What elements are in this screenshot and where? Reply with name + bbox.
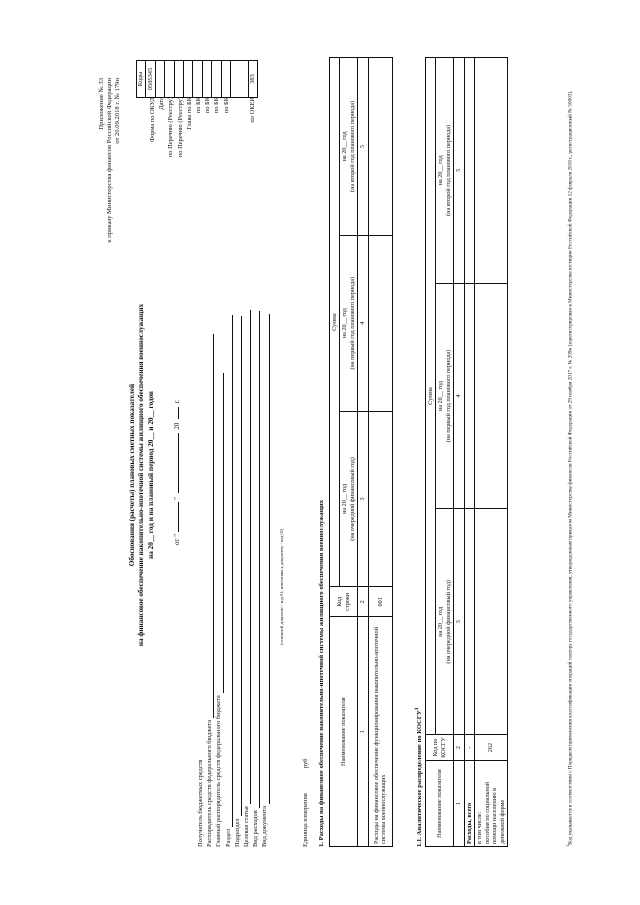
s11-header-y3 bbox=[436, 58, 454, 284]
s11-header-y1 bbox=[436, 509, 454, 735]
header-field-label: Распорядитель средств федерального бюджета bbox=[206, 719, 214, 847]
codes-cell bbox=[183, 61, 192, 98]
s1-col-number: 2 bbox=[358, 587, 368, 617]
date-suffix: г. bbox=[173, 399, 181, 404]
header-field-row bbox=[260, 310, 269, 847]
codes-cell bbox=[174, 61, 183, 98]
header-field-line bbox=[215, 373, 224, 693]
header-field-row bbox=[242, 310, 251, 847]
s11-y2-label: на 20__ год bbox=[437, 381, 445, 412]
s1-row-value-y3[interactable] bbox=[368, 58, 392, 236]
header-field-label: Получатель бюджетных средств bbox=[197, 759, 204, 847]
section-1-1-footnote-mark: 1 bbox=[414, 707, 420, 711]
s11-header-y2 bbox=[436, 283, 454, 509]
date-day-blank bbox=[171, 502, 179, 532]
s11-total-y2[interactable] bbox=[464, 283, 474, 509]
codes-cell bbox=[155, 61, 164, 98]
date-year-blank bbox=[171, 407, 179, 419]
unit-label: Единица измерения bbox=[302, 793, 309, 847]
s11-header-code: Код по КОСГУ bbox=[426, 735, 454, 761]
header-field-label: Подраздел bbox=[233, 818, 241, 847]
header-field-row bbox=[196, 310, 205, 847]
approval-block bbox=[98, 78, 123, 243]
s11-y3-sub: (на второй год планового периода) bbox=[444, 124, 452, 216]
codes-cell bbox=[230, 61, 248, 98]
code-label: по БК bbox=[204, 97, 212, 114]
code-label: по ОКЕИ bbox=[248, 97, 256, 123]
s1-y2-sub: (на первый год планового периода) bbox=[348, 276, 356, 370]
code-label: по Перечню (Реестру) bbox=[167, 97, 175, 158]
unit-row bbox=[302, 758, 310, 847]
section-1-1-title-text: 1.1. Аналитическое распределение по КОСГУ bbox=[416, 710, 424, 847]
codes-cell bbox=[165, 61, 174, 98]
s1-col-number: 3 bbox=[358, 411, 368, 587]
code-label: по БК bbox=[195, 97, 203, 114]
codes-cell bbox=[212, 61, 221, 98]
s11-row-y2[interactable] bbox=[475, 283, 508, 509]
section-1-title: 1. Расходы на финансовое обеспечение накопительно-ипотечной системы жилищного обеспечения военнослужащих bbox=[318, 499, 325, 847]
header-field-row bbox=[224, 310, 233, 847]
title-line-2: на финансовое обеспечение накопительно-ипотечной системы жилищного обеспечения военнослужащих bbox=[137, 303, 146, 647]
footnote-mark: 1 bbox=[565, 844, 570, 847]
s11-total-code: - bbox=[464, 735, 474, 761]
s1-row-value-y1[interactable] bbox=[368, 411, 392, 587]
code-label: по БК bbox=[222, 97, 230, 114]
date-mid: " bbox=[173, 497, 181, 500]
code-label: по БК bbox=[213, 97, 221, 114]
header-field-label: Вид документа bbox=[261, 805, 269, 847]
s1-col-number: 1 bbox=[358, 617, 368, 847]
s11-y1-label: на 20__ год bbox=[437, 606, 445, 637]
section-1-1-table bbox=[425, 57, 508, 847]
code-label: по Перечню (Реестру) bbox=[176, 97, 184, 158]
header-field-line bbox=[205, 334, 214, 718]
codes-okud: 0505345 bbox=[146, 61, 155, 98]
s1-row-value-y2[interactable] bbox=[368, 235, 392, 411]
codes-cell bbox=[193, 61, 202, 98]
s11-col-number: 3 bbox=[454, 509, 464, 735]
s11-total-y1[interactable] bbox=[464, 509, 474, 735]
header-field-row bbox=[205, 310, 214, 847]
s11-row-label: пособия по социальной помощи населению в денежной форме bbox=[483, 781, 506, 844]
approval-line-2: к приказу Министерства финансов Российской Федерации bbox=[106, 78, 114, 243]
date-line bbox=[171, 399, 181, 545]
s1-header-y2 bbox=[340, 235, 358, 411]
s1-col-number: 5 bbox=[358, 58, 368, 236]
header-field-row bbox=[214, 310, 223, 847]
s11-y1-sub: (на очередной финансовый год) bbox=[444, 579, 452, 664]
date-prefix: от " bbox=[173, 533, 181, 545]
footnote bbox=[565, 67, 574, 847]
header-field-row bbox=[233, 310, 242, 847]
codes-table bbox=[136, 60, 258, 98]
section-1-table bbox=[329, 57, 393, 847]
s11-header-sum: Сумма bbox=[426, 58, 436, 735]
s11-incl-label: в том числе: bbox=[476, 811, 484, 844]
s1-row-label: Расходы на финансовое обеспечение функционирования накопительно-ипотечной системы военнослужащих bbox=[368, 617, 392, 847]
codes-okei: 383 bbox=[248, 61, 257, 98]
s11-total-y3[interactable] bbox=[464, 58, 474, 284]
header-field-line bbox=[242, 310, 251, 804]
codes-cell bbox=[202, 61, 211, 98]
s11-row-label-cell bbox=[475, 761, 508, 847]
s11-header-name: Наименование показателя bbox=[426, 761, 454, 847]
s1-y1-label: на 20__ год bbox=[341, 483, 349, 514]
code-label: Глава по БК bbox=[185, 97, 193, 130]
s1-header-y1 bbox=[340, 411, 358, 587]
header-field-row bbox=[251, 310, 260, 847]
approval-line-1: Приложение № 33 bbox=[98, 78, 105, 130]
s1-header-sum: Сумма bbox=[330, 58, 340, 587]
code-label: Дата bbox=[158, 97, 166, 110]
code-labels bbox=[148, 97, 257, 157]
header-field-line bbox=[251, 311, 260, 808]
header-fields bbox=[196, 310, 270, 847]
approval-line-3: от 20.09.2018 г. № 179н bbox=[114, 78, 122, 144]
s1-header-name: Наименование показателя bbox=[330, 617, 358, 847]
s11-col-number: 5 bbox=[454, 58, 464, 284]
footnote-text: Код указывается в соответствии с Порядком применения классификации операций сектора государственного управления, утвержденным приказом Министерства финансов Российской Федерации от 29 ноября 2017 г. № 209н (зарегистрирован в Министерстве юстиции Российской Федерации 12 февраля 2018 г., регистрационный № 50003). bbox=[567, 90, 574, 845]
s11-y2-sub: (на первый год планового периода) bbox=[444, 349, 452, 443]
s11-col-number: 4 bbox=[454, 283, 464, 509]
header-field-line bbox=[233, 316, 242, 816]
header-field-label: Раздел bbox=[224, 828, 232, 847]
code-label-spacer bbox=[231, 97, 248, 157]
title-line-1: Обоснования (расчеты) плановых сметных показателей bbox=[128, 383, 136, 567]
s11-y3-label: на 20__ год bbox=[437, 155, 445, 186]
s1-header-code: Код строки bbox=[330, 587, 358, 617]
s11-row-code: 262 bbox=[475, 735, 508, 761]
s11-total-label: Расходы, всего bbox=[464, 761, 474, 847]
unit-value: руб bbox=[302, 758, 309, 768]
date-year: 20 bbox=[173, 422, 181, 430]
header-field-label: Целевая статья bbox=[243, 806, 251, 847]
s11-col-number: 1 bbox=[454, 761, 464, 847]
codes-header: Коды bbox=[137, 61, 146, 98]
header-field-label: Главный распорядитель средств федерального бюджета bbox=[215, 695, 223, 847]
s1-y3-sub: (на второй год планового периода) bbox=[348, 100, 356, 192]
header-field-line bbox=[224, 315, 233, 827]
header-field-label: Вид расходов bbox=[252, 810, 260, 847]
s1-y2-label: на 20__ год bbox=[341, 308, 349, 339]
s1-col-number: 4 bbox=[358, 235, 368, 411]
s1-header-y3 bbox=[340, 58, 358, 236]
s11-row-y3[interactable] bbox=[475, 58, 508, 284]
section-1-1-title bbox=[414, 707, 424, 847]
codes-cell bbox=[221, 61, 230, 98]
s1-row-code: 001 bbox=[368, 587, 392, 617]
date-month-blank bbox=[171, 433, 179, 493]
s1-y1-sub: (на очередной финансовый год) bbox=[348, 457, 356, 541]
title-line-3: на 20__ год и на плановый период 20__ и 20__ годов bbox=[146, 391, 155, 559]
s11-row-y1[interactable] bbox=[475, 509, 508, 735]
document-type-hint: (основной документ - код 01; изменения к документу - код 02) bbox=[279, 528, 284, 645]
form-title bbox=[128, 215, 156, 735]
s11-col-number: 2 bbox=[454, 735, 464, 761]
s1-y3-label: на 20__ год bbox=[341, 131, 349, 162]
code-label: Форма по ОКУД bbox=[149, 97, 156, 142]
header-field-line bbox=[261, 314, 270, 804]
